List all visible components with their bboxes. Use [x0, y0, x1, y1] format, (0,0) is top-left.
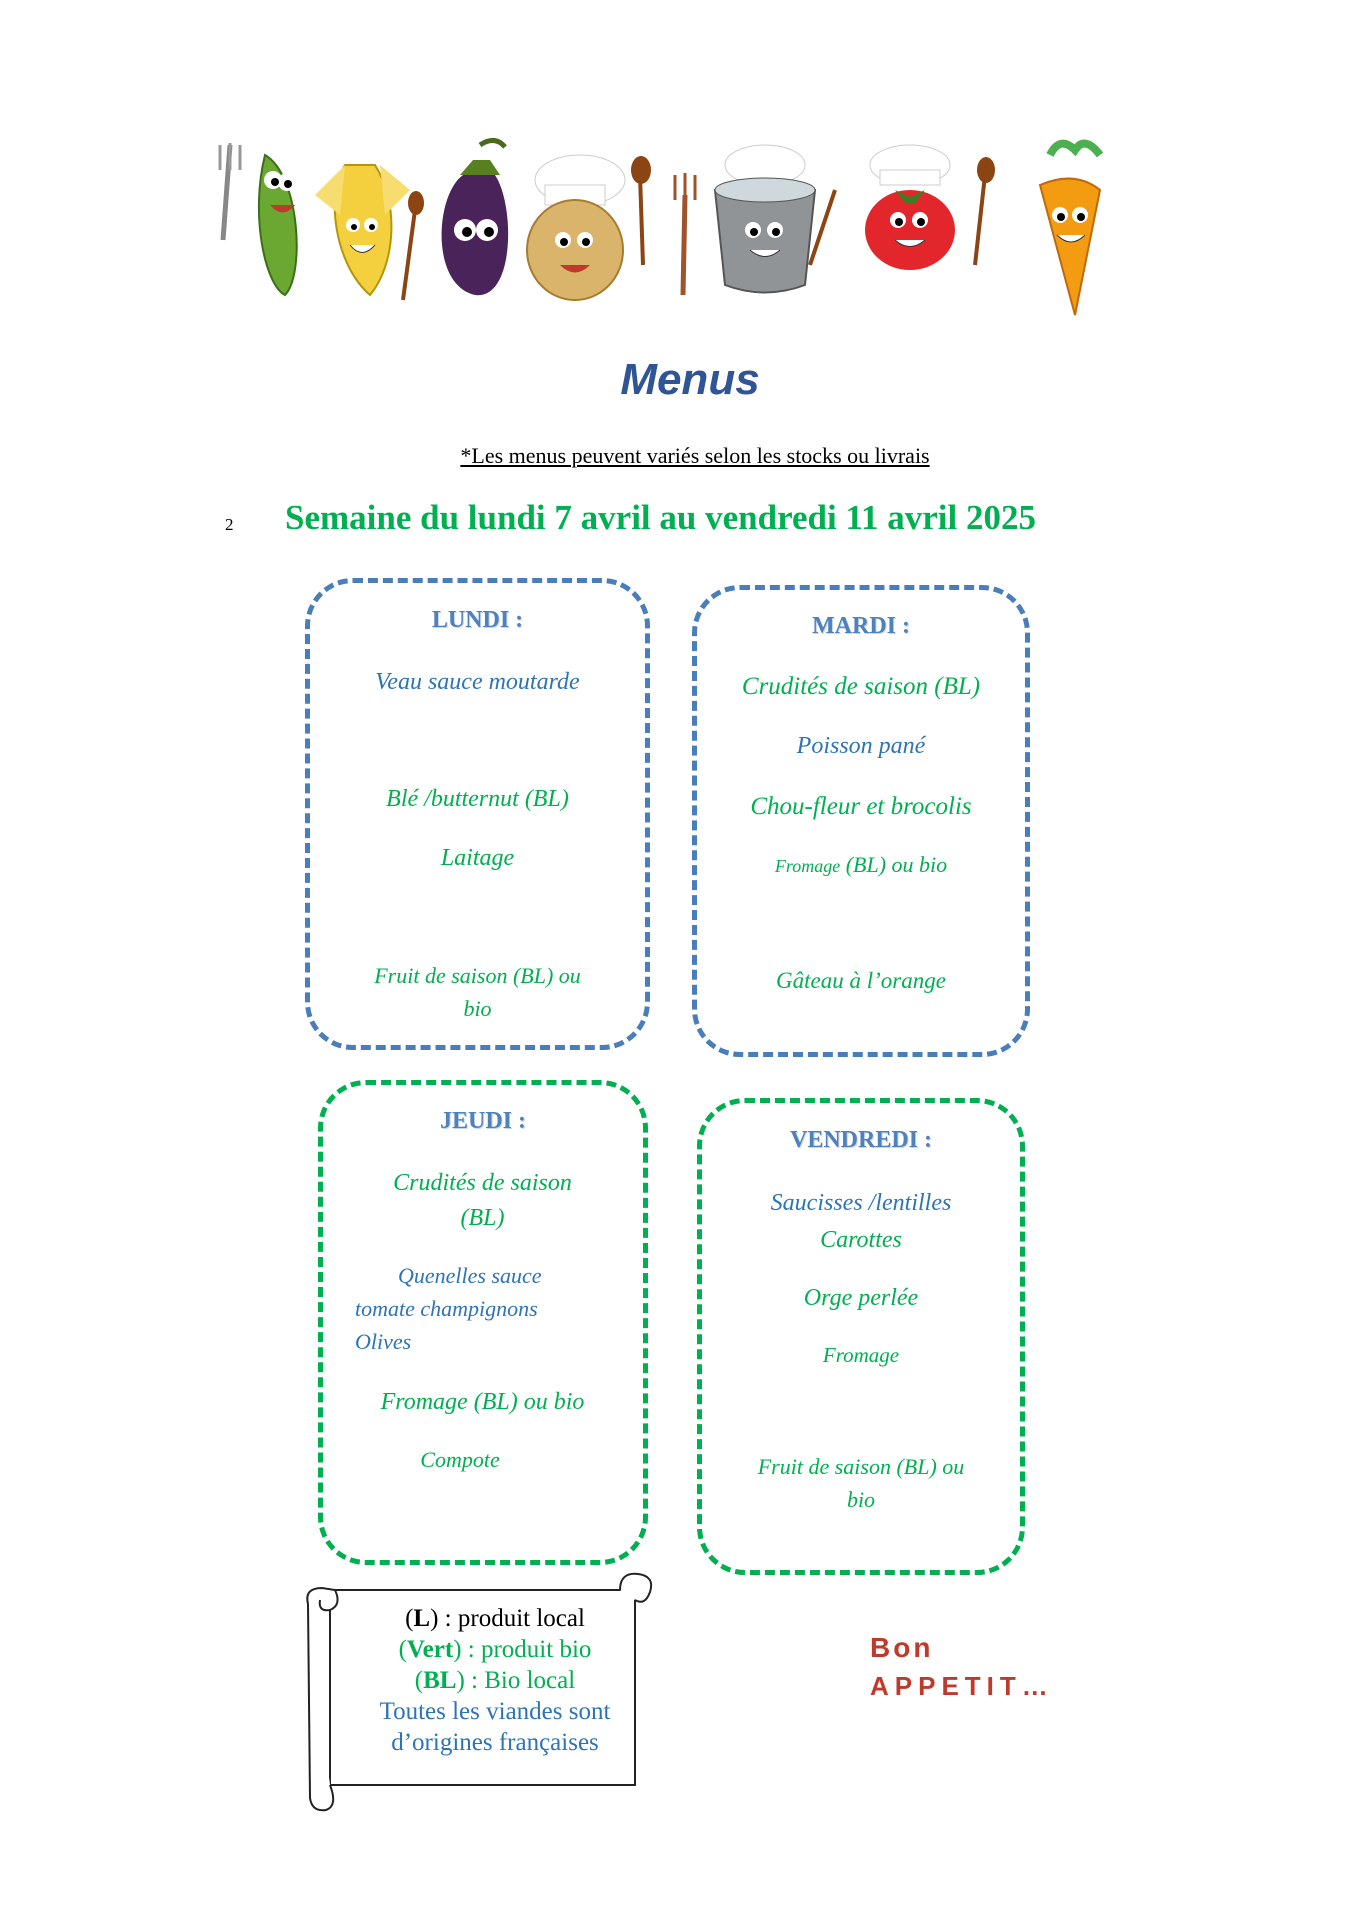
jeudi-item-6: Fromage (BL) ou bio: [380, 1389, 585, 1415]
jeudi-item-4: tomate champignons: [355, 1296, 538, 1321]
legend-viandes-2: d’origines françaises: [391, 1729, 599, 1756]
tomato-chef-icon: [865, 145, 995, 270]
cooking-pot-icon: [715, 145, 835, 293]
bon-appetit-logo: [868, 1625, 1118, 1705]
vegetable-characters-banner: [195, 135, 1180, 325]
vendredi-heading: VENDREDI :: [789, 1127, 932, 1153]
eggplant-icon: [442, 140, 509, 295]
vendredi-item-6: bio: [846, 1487, 876, 1512]
lundi-item-4: Fruit de saison (BL) ou: [374, 963, 581, 988]
legend-bio: (Vert) : produit bio: [398, 1636, 592, 1663]
vendredi-item-2: Carottes: [820, 1227, 902, 1253]
jeudi-item-7: Compote: [420, 1447, 500, 1472]
jeudi-item-3: Quenelles sauce: [398, 1263, 542, 1288]
lundi-item-2: Blé /butternut (BL): [386, 786, 569, 812]
lundi-item-1: Veau sauce moutarde: [375, 669, 580, 695]
svg-text:Bon: Bon: [870, 1632, 934, 1663]
pea-pod-icon: [220, 143, 297, 295]
stock-note: *Les menus peuvent variés selon les stocks ou livrais: [460, 443, 930, 468]
lundi-item-5: bio: [463, 996, 492, 1021]
mardi-item-4: Fromage (BL) ou bio: [774, 852, 948, 877]
vendredi-item-5: Fruit de saison (BL) ou: [757, 1454, 965, 1479]
legend-local: (L) : produit local: [405, 1605, 585, 1632]
fork-icon: [675, 173, 695, 295]
vendredi-item-1: Saucisses /lentilles: [770, 1190, 952, 1216]
mardi-heading: MARDI :: [812, 613, 910, 639]
jeudi-heading: JEUDI :: [439, 1108, 526, 1134]
vendredi-item-4: Fromage: [822, 1343, 900, 1367]
jeudi-item-2: (BL): [460, 1205, 505, 1231]
legend: [340, 1603, 650, 1758]
mardi-item-2: Poisson pané: [796, 733, 926, 759]
page-title: Menus: [620, 355, 760, 404]
page-number: 2: [225, 515, 234, 534]
legend-viandes-1: Toutes les viandes sont: [379, 1698, 611, 1725]
mardi-item-1: Crudités de saison (BL): [741, 673, 981, 700]
lundi-heading: LUNDI :: [431, 607, 524, 633]
potato-chef-icon: [527, 155, 651, 300]
carrot-icon: [1040, 144, 1100, 315]
vendredi-item-3: Orge perlée: [803, 1285, 919, 1311]
mardi-item-5: Gâteau à l’orange: [776, 968, 946, 993]
mardi-item-3: Chou-fleur et brocolis: [750, 793, 972, 820]
svg-text:APPETIT…: APPETIT…: [870, 1671, 1054, 1701]
banana-icon: [315, 165, 424, 300]
jeudi-item-1: Crudités de saison: [393, 1170, 572, 1196]
week-heading: Semaine du lundi 7 avril au vendredi 11 avril 2025: [285, 498, 1036, 537]
jeudi-item-5: Olives: [355, 1329, 412, 1354]
legend-bio-local: (BL) : Bio local: [414, 1667, 576, 1694]
lundi-item-3: Laitage: [440, 845, 515, 871]
